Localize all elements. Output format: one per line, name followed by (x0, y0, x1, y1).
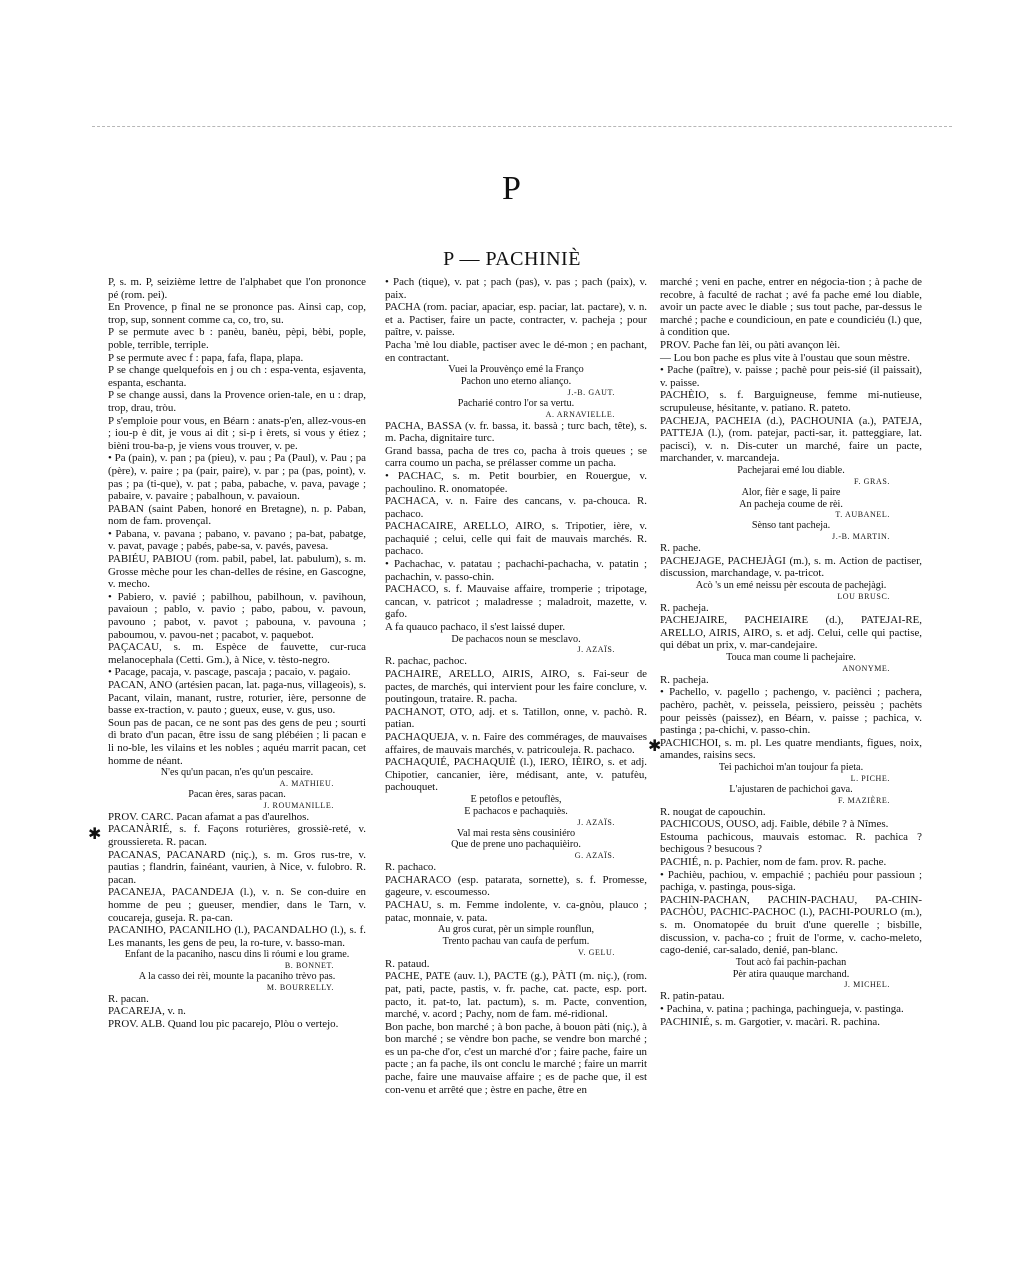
dictionary-entry: • Pacage, pacaja, v. pascage, pascaja ; pacaio, v. pagaio. (108, 666, 351, 679)
attribution: ANONYME. (842, 663, 890, 673)
quotation-line: Vuei la Prouvènço emé la Franço (448, 364, 584, 376)
dictionary-entry: PACAN, ANO (artésien pacan, lat. paga-nus, villageois), s. Pacant, vilain, manant, rustre, roturier, ière, personne de basse ex-traction, v. pauto ; gueux, euse, v. gus, uso. (108, 679, 366, 717)
attribution: J. AZAÏS. (577, 817, 615, 827)
dictionary-entry: R. pataud. (385, 957, 430, 970)
attribution: T. AUBANEL. (835, 510, 890, 520)
quotation-line: Au gros curat, pèr un simple rounflun, (437, 924, 595, 936)
dictionary-entry: PROV. ALB. Quand lou pic pacarejo, Plòu o vertejo. (108, 1018, 339, 1031)
dictionary-entry: P, s. m. P, seizième lettre de l'alphabet que l'on prononce pé (rom. pei). (108, 276, 366, 301)
quotation-line: Touca man coume li pachejaire. (726, 652, 856, 664)
dictionary-entry: A fa quauco pachaco, il s'est laissé duper. (385, 621, 566, 634)
dictionary-entry: P se permute avec f : papa, fafa, flapa, plapa. (108, 351, 304, 364)
dictionary-entry: R. patin-patau. (660, 990, 725, 1003)
quotation-line: Acò 's un emé neissu pèr escouta de pachejàgi. (695, 579, 887, 591)
quotation-line: Tout acò fai pachin-pachan (735, 956, 847, 968)
quotation-line: Pachon uno eterno alianço. (460, 375, 572, 387)
dictionary-entry: • Pache (paître), v. paisse ; pachè pour peis-sié (il paissait), v. paisse. (660, 364, 922, 389)
dictionary-entry: PACHANOT, OTO, adj. et s. Tatillon, onne, v. pachò. R. patian. (385, 705, 647, 731)
attribution: M. BOURRELLY. (266, 982, 334, 992)
quotation-line: Trento pachau van caufa de perfum. (442, 935, 590, 947)
dictionary-entry: Soun pas de pacan, ce ne sont pas des gens de peu ; sourti dì brato d'un pacan, être issu de sang plébéien ; li pacan e li no-ble, les vilains et les nobles ; aquéu marrit pacan, cet homme de néant. (108, 716, 366, 767)
dictionary-entry: PROV. Pache fan lèi, ou pàti avançon lèi. (660, 338, 841, 351)
dictionary-entry: PACHÈIO, s. f. Barguigneuse, femme mi-nutieuse, scrupuleuse, hésitante, v. patiano. R. pateto. (660, 389, 922, 414)
dictionary-entry: • Pachachac, v. patatau ; pachachi-pachacha, v. patatin ; pachachin, v. passo-chin. (385, 558, 647, 583)
dictionary-entry: • Pachièu, pachiou, v. empachié ; pachiéu pour passioun ; pachiga, v. pastinga, pous-siga. (660, 868, 922, 894)
attribution: V. GELU. (578, 947, 615, 957)
dictionary-entry: PACHAU, s. m. Femme indolente, v. ca-gnòu, plauco ; patac, monnaie, v. pata. (385, 898, 647, 924)
dictionary-entry: R. pachac, pachoc. (385, 655, 467, 668)
dictionary-entry: P se permute avec b : panèu, banèu, pèpi, bèbi, pople, poble, terrible, terriple. (108, 326, 366, 351)
dictionary-entry: PACHACO, s. f. Mauvaise affaire, tromperie ; tripotage, cancan, v. patricot ; maladresse ; maladroit, mazette, v. gafo. (385, 583, 647, 621)
attribution: J.-B. GAUT. (567, 387, 615, 397)
dictionary-entry: PACANEJA, PACANDEJA (l.), v. n. Se con-duire en homme de peu ; gueuser, mendier, dans le Tarn, v. coucareja, guseja. R. pa-can. (108, 886, 366, 924)
dictionary-entry: P s'emploie pour vous, en Béarn : anats-p'en, allez-vous-en ; iou-p è dit, je vous ai dit ; si-p i èrets, si vous y étiez ; bièni trou-ba-p, je viens vous trouver, v. pe. (108, 414, 366, 452)
attribution: J. ROUMANILLE. (263, 800, 334, 810)
column-3 (660, 276, 922, 1028)
dictionary-entry: PACHACA, v. n. Faire des cancans, v. pa-chouca. R. pachaco. (385, 495, 647, 520)
dictionary-entry: PAÇACAU, s. m. Espèce de fauvette, cur-ruca melanocephala (Cetti. Gm.), à Nice, v. tèsto-negro. (108, 641, 366, 666)
dictionary-entry: • Pabiero, v. pavié ; pabilhou, pabilhoun, v. pavihoun, pavaioun ; pablo, v. pavio ; pabo, pabou, v. pavoun, pavouno ; pabot, v. pavot ; pabouna, v. pavouna ; paboumou, v. pavou-net ; pacabot, v. paquebot. (108, 590, 366, 641)
attribution: B. BONNET. (284, 961, 334, 971)
dictionary-entry: PACHE, PATE (auv. l.), PACTE (g.), PÀTI (m. niç.), (rom. pat, pati, pacte, pastis, v. fr. pache, cat. pacte, esp. port. pacto, it. pat-to, lat. pactum), s. m. Pacte, convention, marché, v. acord ; Pachy, nom de fam. mé-ridional. (385, 970, 647, 1021)
column-1 (108, 276, 366, 1031)
dictionary-entry: R. pacan. (108, 992, 149, 1005)
dictionary-entry: PACHICHOI, s. m. pl. Les quatre mendiants, figues, noix, amandes, raisins secs. (660, 736, 922, 762)
quotation-line: L'ajustaren de pachichoi gava. (729, 783, 853, 795)
quotation-line: De pachacos noun se mesclavo. (451, 633, 581, 645)
dictionary-entry: • Pabana, v. pavana ; pabano, v. pavano ; pa-bat, pabatge, v. pavat, pavage ; pabés, pabe-sa, v. pavés, pavesa. (108, 527, 366, 553)
quotation-line: Pacharié contro l'or sa vertu. (457, 397, 575, 409)
dictionary-entry: PACHICOUS, OUSO, adj. Faible, débile ? à Nîmes. (660, 818, 889, 831)
dictionary-entry: P se change aussi, dans la Provence orien-tale, en u : drap, trop, drau, tròu. (108, 389, 366, 414)
dictionary-entry: Bon pache, bon marché ; à bon pache, à bouon pàti (niç.), à bon marché ; se vèndre bon pache, se vendre bon marché ; es un pa-che d'or, c'est un marché d'or ; faire pache, faire un pacte ; an fa pache, ils ont conclu le marché ; faire un marrit pache, faire une mauvaise affaire ; es de pache que, il est con-venu et arrêté que ; èstre en pache, être en (385, 1020, 647, 1096)
dictionary-entry: PACHEJAIRE, PACHEIAIRE (d.), PATEJAI-RE, ARELLO, AIRIS, AIRO, s. et adj. Celui, celle qui pactise, qui débat un prix, v. mar-candejaire. (660, 614, 922, 652)
dictionary-entry: Estouma pachicous, mauvais estomac. R. pachica ? bechigous ? besucous ? (660, 830, 922, 856)
asterisk-mark: ✱ (88, 826, 102, 843)
quotation-line: Pacan ères, saras pacan. (188, 788, 286, 800)
dictionary-entry: • Pa (pain), v. pan ; pa (pieu), v. pau ; Pa (Paul), v. Pau ; pa (père), v. paire ; pa (pair, paire), v. par ; pa (pas, point), v. pas ; pa (ti-que), v. pat ; paba, pabache, v. pava, pavage ; pabaire, v. pavaire ; pabalhoun, v. pavaioun. (108, 452, 366, 503)
attribution: A. ARNAVIELLE. (545, 409, 615, 419)
dictionary-entry: En Provence, p final ne se prononce pas. Ainsi cap, cop, trop, sup, sonnent comme ca, co, tro, su. (108, 301, 366, 326)
scan-header-rule (92, 126, 952, 127)
quotation-line: E pachacos e pachaquiès. (464, 805, 568, 817)
attribution: F. MAZIÈRE. (838, 795, 890, 805)
dictionary-entry: PABIÉU, PABIOU (rom. pabil, pabel, lat. pabulum), s. m. Grosse mèche pour les chan-delles de résine, en Gascogne, v. mecho. (108, 553, 366, 591)
dictionary-entry: Grand bassa, pacha de tres co, pacha à trois queues ; se carra coumo un pacha, se prélasser comme un pacha. (385, 444, 647, 470)
dictionary-entry: R. pache. (660, 542, 701, 555)
dictionary-entry: PACHACAIRE, ARELLO, AIRO, s. Tripotier, ière, v. pachaquié ; celui, celle qui fait de mauvais marchés. R. pachaco. (385, 520, 647, 558)
attribution: J. AZAÏS. (577, 645, 615, 655)
dictionary-entry: — Lou bon pache es plus vite à l'oustau que soun mèstre. (660, 351, 910, 364)
dictionary-entry: PACHINIÉ, s. m. Gargotier, v. macàri. R. pachina. (660, 1015, 880, 1028)
dictionary-entry: PACHA (rom. paciar, apaciar, esp. paciar, lat. pactare), v. n. et a. Pactiser, faire un pacte, contracter, v. pacheja ; pour paître, v. paisse. (385, 301, 647, 339)
dictionary-entry: R. pacheja. (660, 673, 709, 686)
dictionary-entry: PACHARACO (esp. patarata, sornette), s. f. Promesse, gageure, v. escoumesso. (385, 873, 647, 899)
dictionary-entry: PACANAS, PACANARD (niç.), s. m. Gros rus-tre, v. pautias ; flandrin, fainéant, vaurien, à Nice, v. fulobro. R. pacan. (108, 848, 366, 886)
dictionary-entry: PACHIÉ, n. p. Pachier, nom de fam. prov. R. pache. (660, 855, 887, 868)
dictionary-entry: PACHEJA, PACHEIA (d.), PACHOUNIA (a.), PATEJA, PATTEJA (l.), (rom. patejar, pacti-sar, it. patteggiare, lat. pacisci), v. n. Dis-cuter un marché, faire un pacte, marchander, v. marcandeja. (660, 414, 922, 465)
quotation-line: N'es qu'un pacan, n'es qu'un pescaire. (160, 767, 314, 779)
quotation-line: Que de prene uno pachaquièiro. (451, 839, 581, 851)
dictionary-entry: PACHIN-PACHAN, PACHIN-PACHAU, PA-CHIN-PACHÒU, PACHIC-PACHOC (l.), PACHI-POURLO (m.), s. m. Onomatopée du bruit d'une querelle ; bisbille, discussion, v. pacha-co ; fruit de l'orme, v. cacho-meleto, cago-denié, car-salado, denié, pan-blanc. (660, 893, 922, 957)
quotation-line: Pachejarai emé lou diable. (737, 464, 845, 476)
quotation-line: Pèr atira quauque marchand. (732, 968, 850, 980)
quotation-line: Val mai resta sèns cousiniéro (456, 827, 576, 839)
attribution: J. MICHEL. (844, 980, 890, 990)
dictionary-entry: • Pachina, v. patina ; pachinga, pachingueja, v. pastinga. (660, 1002, 904, 1015)
dictionary-entry: PACHA, BASSA (v. fr. bassa, it. bassà ; turc bach, tête), s. m. Pacha, dignitaire turc. (385, 419, 647, 445)
dictionary-entry: • Pach (tique), v. pat ; pach (pas), v. pas ; pach (paix), v. paix. (385, 276, 647, 301)
asterisk-mark: ✱ (648, 738, 662, 755)
dictionary-entry: R. pacheja. (660, 601, 709, 614)
quotation-line: A la casso dei rèi, mounte la pacaniho trèvo pas. (138, 971, 336, 983)
dictionary-entry: R. pachaco. (385, 861, 437, 874)
dictionary-entry: • Pachello, v. pagello ; pachengo, v. paciènci ; pachera, pachèro, pachèt, v. peissela, peissiero, peissèu ; pachèts pour peissès (paissez), en Béarn, v. paisse ; pachica, v. pastinga ; pa-chichi, v. passo-chin. (660, 686, 922, 737)
quotation-line: E petoflos e petouflès, (470, 793, 562, 805)
quotation-line: Alor, fièr e sage, li paire (741, 486, 841, 498)
attribution: J.-B. MARTIN. (832, 532, 890, 542)
quotation-line: Tei pachichoi m'an toujour fa pieta. (718, 762, 864, 773)
dictionary-entry: P se change quelquefois en j ou ch : espa-venta, esjaventa, espanta, eschanta. (108, 364, 366, 389)
dictionary-entry: PACHAIRE, ARELLO, AIRIS, AIRO, s. Fai-seur de pactes, de marchés, qui intervient pour les faire conclure, v. poutingoun, trataire. R. pacha. (385, 668, 647, 706)
running-head: P — PACHINIÈ (443, 248, 581, 270)
dictionary-entry: PACAREJA, v. n. (108, 1005, 186, 1018)
section-letter: P (502, 170, 522, 207)
attribution: L. PICHE. (850, 773, 890, 783)
dictionary-entry: • PACHAC, s. m. Petit bourbier, en Rouergue, v. pachoulino. R. onomatopée. (385, 469, 647, 495)
attribution: F. GRAS. (854, 476, 890, 486)
dictionary-entry: marché ; veni en pache, entrer en négocia-tion ; à pache de recobre, à faculté de rachat ; avé fa pache emé lou diable, avoir un pacte avec le diable ; sus tout pache, par-dessus le marché ; pache e coundicioun, en pate e coundiciéu (l.) que, à condition que. (660, 276, 922, 339)
dictionary-entry: PACHAQUIÉ, PACHAQUIÈ (l.), IERO, IÈIRO, s. et adj. Chipotier, cancanier, ière, médisant, ante, v. patufèu, pachouquet. (385, 756, 647, 794)
attribution: A. MATHIEU. (279, 778, 334, 788)
dictionary-entry: PACHAQUEJA, v. n. Faire des commérages, de mauvaises affaires, de mauvais marchés, v. patricouleja. R. pachaco. (385, 731, 647, 756)
quotation-line: Sènso tant pacheja. (751, 520, 831, 532)
dictionary-entry: PACANIHO, PACANILHO (l.), PACANDALHO (l.), s. f. Les manants, les gens de peu, la ro-ture, v. basso-man. (108, 924, 366, 949)
attribution: G. AZAÏS. (574, 851, 615, 861)
dictionary-entry: PACANÀRIÉ, s. f. Façons roturières, grossiè-reté, v. groussiereta. R. pacan. (108, 823, 366, 848)
quotation-line: Enfant de la pacaniho, nascu dins lì róumi e lou grame. (124, 949, 350, 961)
dictionary-entry: Pacha 'mè lou diable, pactiser avec le dé-mon ; en pachant, en contractant. (385, 338, 647, 364)
attribution: LOU BRUSC. (837, 591, 890, 601)
dictionary-entry: PACHEJAGE, PACHEJÀGI (m.), s. m. Action de pactiser, discussion, marchandage, v. pa-tricot. (660, 554, 922, 580)
dictionary-entry: R. nougat de capouchin. (660, 805, 766, 818)
dictionary-entry: PABAN (saint Paben, honoré en Bretagne), n. p. Paban, nom de fam. provençal. (108, 502, 366, 528)
dictionary-entry: PROV. CARC. Pacan afamat a pas d'aurelhos. (108, 810, 310, 823)
quotation-line: An pacheja coume de rèi. (739, 498, 843, 510)
column-2 (385, 276, 647, 1096)
